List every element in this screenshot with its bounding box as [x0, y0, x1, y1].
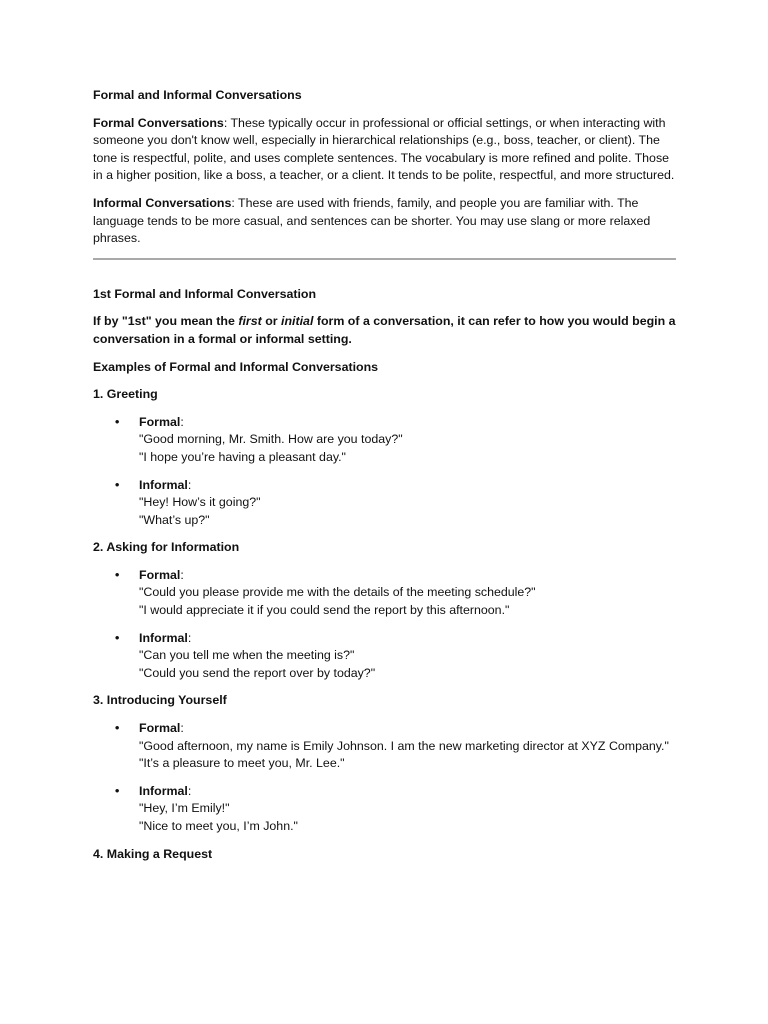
horizontal-divider: [93, 258, 676, 260]
item-label-line: [139, 414, 676, 432]
bullet-icon: •: [115, 630, 120, 645]
example-line: "It’s a pleasure to meet you, Mr. Lee.": [139, 756, 345, 771]
formal-label: Formal: [139, 414, 181, 429]
formal-definition-text: : These typically occur in professional or official settings, or when interacting with someone you don't know well, especially in hierarchical relationships (e.g., boss, teacher, or client). The tone is respectful, polite, and uses complete sentences. The vocabulary is more refined and polite. Those in a higher position, like a boss, a teacher, or a client. It tends to be polite, respectful, and more structured.: [93, 115, 675, 183]
list-item: [93, 414, 676, 467]
item-label-line: [139, 477, 676, 495]
item-label-line: [139, 720, 676, 738]
formal-label: Formal: [139, 721, 181, 736]
label-colon: :: [187, 477, 192, 492]
example-line: "Good afternoon, my name is Emily Johnson. I am the new marketing director at XYZ Company.": [139, 738, 669, 753]
example-line: "Could you please provide me with the details of the meeting schedule?": [139, 585, 536, 600]
example-section: [93, 539, 676, 682]
example-list: [93, 567, 676, 683]
example-section-title: 4. Making a Request: [93, 846, 213, 861]
document-title: Formal and Informal Conversations: [93, 88, 302, 102]
informal-label: Informal: [139, 630, 188, 645]
informal-definition-text: : These are used with friends, family, and people you are familiar with. The language tends to be more casual, and sentences can be shorter. You may use slang or more relaxed phrases.: [93, 195, 651, 246]
formal-definition: [93, 115, 676, 185]
item-label-line: [139, 567, 676, 585]
bullet-icon: •: [115, 477, 120, 492]
bullet-icon: •: [115, 721, 120, 736]
example-line: "I would appreciate it if you could send the report by this afternoon.": [139, 603, 510, 618]
informal-label: Informal: [139, 477, 188, 492]
label-colon: :: [187, 630, 192, 645]
example-line: "Can you tell me when the meeting is?": [139, 648, 355, 663]
lead-emphasis-first: first: [238, 314, 262, 329]
label-colon: :: [180, 721, 184, 736]
example-line: "Nice to meet you, I’m John.": [139, 819, 298, 833]
section-heading: 1st Formal and Informal Conversation: [93, 286, 317, 301]
example-list: [93, 720, 676, 836]
informal-label: Informal: [139, 783, 188, 798]
example-line: "Hey, I’m Emily!": [139, 801, 230, 816]
list-item: [93, 630, 676, 683]
list-item: [93, 720, 676, 773]
label-colon: :: [180, 414, 184, 429]
item-label-line: [139, 783, 676, 801]
formal-label: Formal: [139, 567, 181, 582]
example-section-title: 2. Asking for Information: [93, 540, 240, 555]
bullet-icon: •: [115, 414, 120, 429]
bullet-icon: •: [115, 783, 120, 798]
lead-emphasis-initial: initial: [281, 314, 314, 329]
label-colon: :: [180, 567, 184, 582]
examples-heading: Examples of Formal and Informal Conversations: [93, 359, 379, 374]
lead-text-b: form of a conversation, it can refer to how you would begin a conversation in a formal or informal setting.: [93, 314, 676, 346]
example-section: [93, 692, 676, 835]
informal-term: Informal Conversations: [93, 195, 232, 210]
list-item: [93, 783, 676, 836]
lead-text-a: If by "1st" you mean the: [93, 314, 239, 329]
example-line: "Good morning, Mr. Smith. How are you today?": [139, 432, 403, 447]
example-section-title: 1. Greeting: [93, 387, 158, 402]
list-item: [93, 567, 676, 620]
list-item: [93, 477, 676, 530]
bullet-icon: •: [115, 567, 120, 582]
lead-paragraph: [93, 313, 676, 348]
example-section-title: 3. Introducing Yourself: [93, 693, 227, 708]
document-body: [93, 87, 676, 873]
example-line: "Hey! How’s it going?": [139, 495, 261, 510]
example-list: [93, 414, 676, 530]
example-line: "Could you send the report over by today?": [139, 665, 376, 680]
item-label-line: [139, 630, 676, 648]
label-colon: :: [187, 783, 192, 798]
example-section: [93, 386, 676, 529]
formal-term: Formal Conversations: [93, 115, 224, 130]
informal-definition: [93, 195, 676, 248]
example-line: "I hope you’re having a pleasant day.": [139, 449, 346, 464]
lead-text-or: or: [261, 314, 282, 329]
example-line: "What’s up?": [139, 512, 210, 527]
